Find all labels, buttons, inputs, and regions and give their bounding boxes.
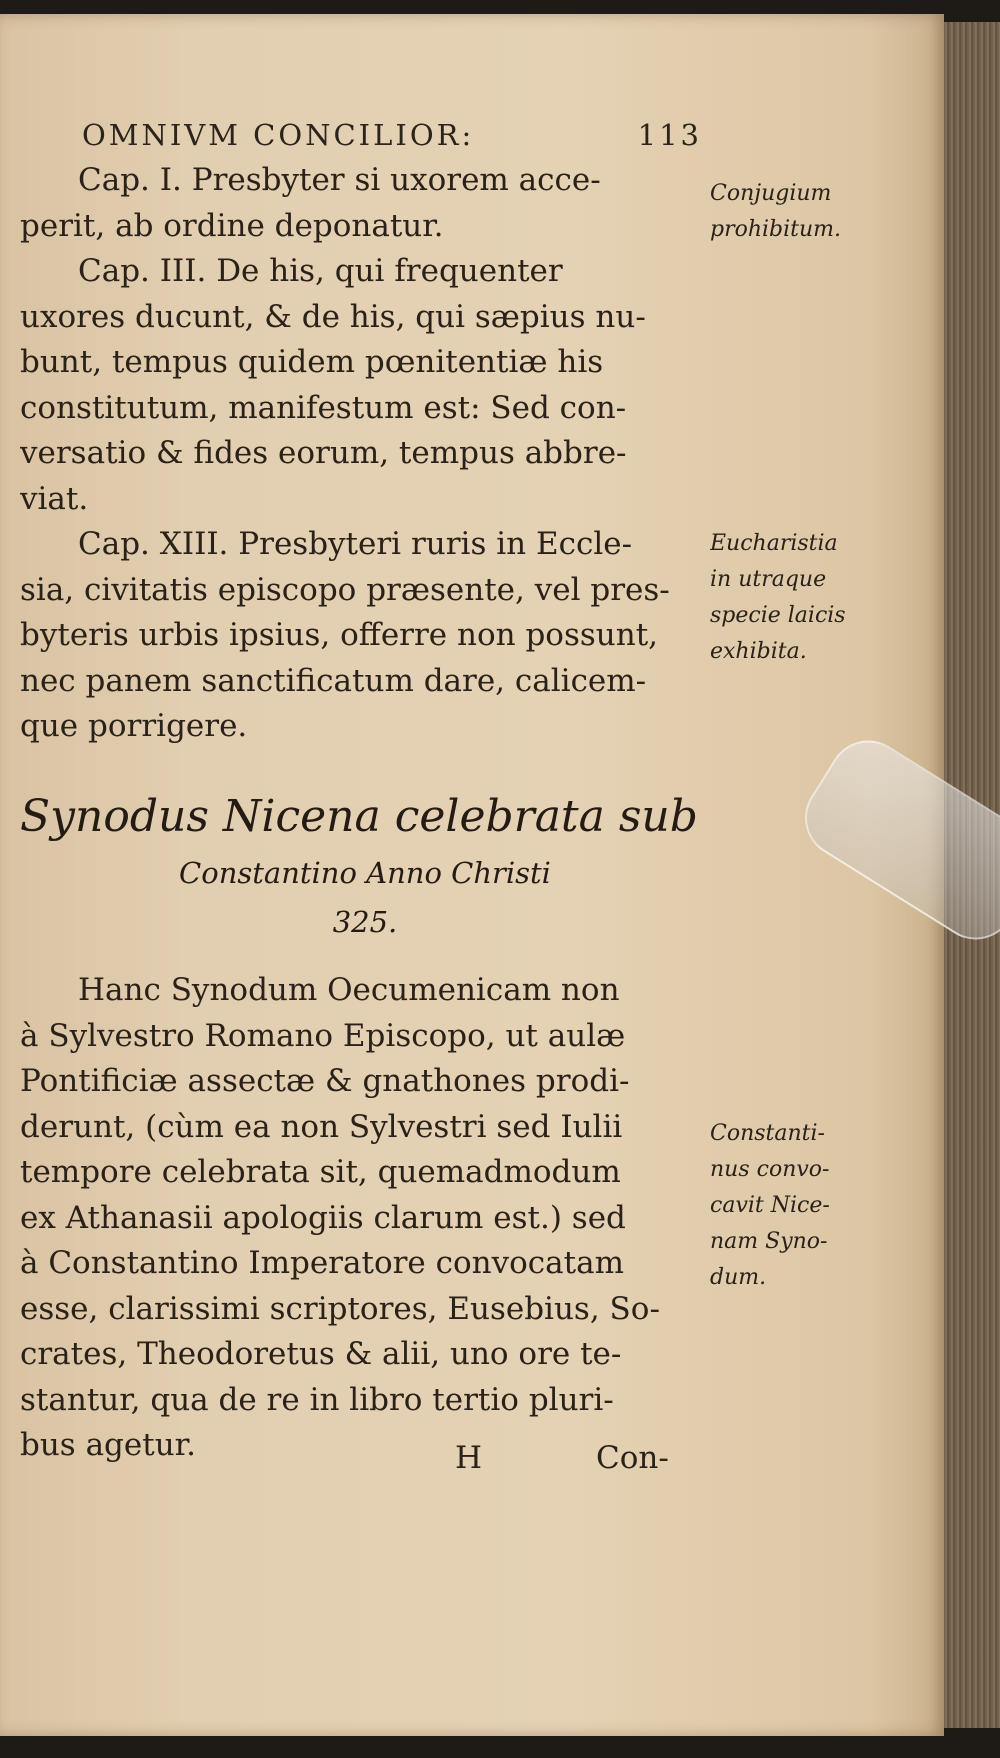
margin-line: in utraque bbox=[710, 567, 827, 592]
margin-line: prohibitum. bbox=[710, 217, 842, 242]
text-line: esse, clarissimi scriptores, Eusebius, So- bbox=[20, 1290, 660, 1327]
margin-line: nus convo- bbox=[710, 1157, 830, 1182]
margin-line: Constanti- bbox=[710, 1121, 825, 1146]
section-title bbox=[20, 786, 710, 946]
text-line: stantur, qua de re in libro tertio pluri- bbox=[20, 1381, 614, 1418]
text-line: Pontificiæ assectæ & gnathones prodi- bbox=[20, 1063, 630, 1099]
margin-line: dum. bbox=[710, 1265, 767, 1290]
text-block-canons bbox=[20, 158, 692, 750]
text-line: à Sylvestro Romano Episcopo, ut aulæ bbox=[20, 1017, 626, 1054]
text-line: Cap. III. De his, qui frequenter bbox=[78, 253, 563, 289]
text-line: à Constantino Imperatore convocatam bbox=[20, 1245, 624, 1281]
margin-line: exhibita. bbox=[710, 639, 807, 664]
page-footer bbox=[0, 1440, 720, 1490]
text-line: byteris urbis ipsius, offerre non possunt, bbox=[20, 617, 659, 653]
text-line: sia, civitatis episcopo præsente, vel pres- bbox=[20, 571, 670, 608]
text-line: bus agetur. bbox=[20, 1427, 196, 1463]
marginal-note-constantinus bbox=[710, 1116, 890, 1296]
margin-line: Conjugium bbox=[710, 181, 832, 206]
text-line: Hanc Synodum Oecumenicam non bbox=[78, 972, 620, 1008]
text-block-nicaea bbox=[20, 968, 692, 1469]
text-line: perit, ab ordine deponatur. bbox=[20, 207, 444, 244]
marginal-note-conjugium bbox=[710, 176, 890, 248]
signature-mark: H bbox=[455, 1440, 483, 1476]
text-line: que porrigere. bbox=[20, 708, 248, 744]
margin-line: Eucharistia bbox=[710, 531, 838, 556]
section-title-line1: Synodus Nicena celebrata sub bbox=[20, 791, 698, 842]
margin-line: cavit Nice- bbox=[710, 1193, 830, 1218]
text-line: bunt, tempus quidem pœnitentiæ his bbox=[20, 344, 604, 380]
text-line: uxores ducunt, & de his, qui sæpius nu- bbox=[20, 298, 646, 335]
text-line: crates, Theodoretus & alii, uno ore te- bbox=[20, 1336, 622, 1372]
text-line: nec panem sanctificatum dare, calicem- bbox=[20, 662, 647, 699]
margin-line: specie laicis bbox=[710, 603, 846, 628]
page-number: 113 bbox=[637, 118, 702, 152]
text-line: derunt, (cùm ea non Sylvestri sed Iulii bbox=[20, 1108, 623, 1145]
text-line: ex Athanasii apologiis clarum est.) sed bbox=[20, 1199, 626, 1236]
running-head bbox=[82, 118, 702, 158]
marginal-note-eucharistia bbox=[710, 526, 890, 670]
text-line: Cap. I. Presbyter si uxorem acce- bbox=[78, 162, 601, 198]
margin-line: nam Syno- bbox=[710, 1229, 828, 1254]
text-line: viat. bbox=[20, 480, 89, 517]
section-title-line2: Constantino Anno Christi bbox=[179, 856, 551, 890]
catchword: Con- bbox=[596, 1440, 669, 1476]
text-line: constitutum, manifestum est: Sed con- bbox=[20, 389, 627, 426]
text-line: versatio & fides eorum, tempus abbre- bbox=[20, 435, 627, 471]
section-title-year: 325. bbox=[332, 905, 398, 939]
text-line: Cap. XIII. Presbyteri ruris in Eccle- bbox=[78, 526, 633, 562]
text-line: tempore celebrata sit, quemadmodum bbox=[20, 1154, 621, 1190]
running-head-title: OMNIVM CONCILIOR: bbox=[82, 118, 475, 152]
